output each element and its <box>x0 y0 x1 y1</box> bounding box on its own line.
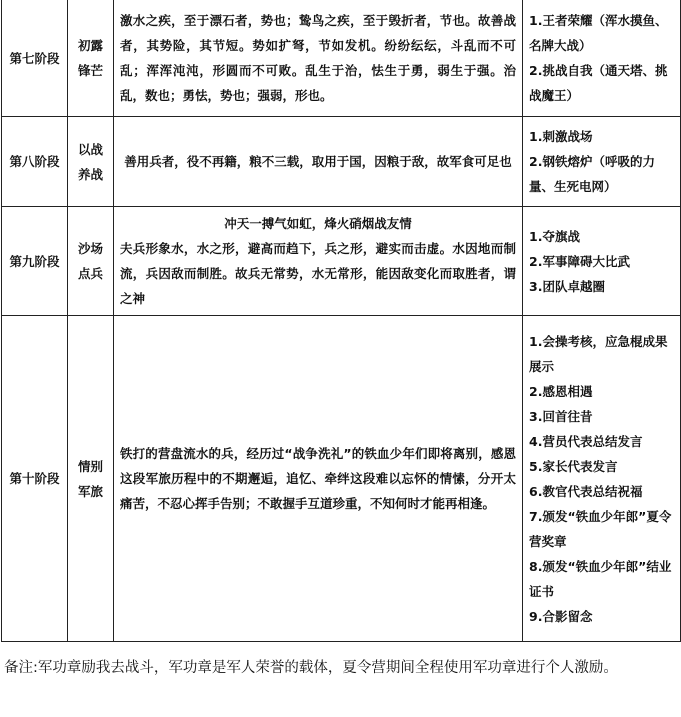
stage-theme: 以战养战 <box>68 117 114 207</box>
stage-theme: 沙场点兵 <box>68 207 114 316</box>
stage-name: 第八阶段 <box>2 117 68 207</box>
activity-list <box>523 117 681 207</box>
activity-item: 1.王者荣耀（浑水摸鱼、名牌大战） <box>529 13 668 53</box>
activity-item: 4.营员代表总结发言 <box>529 433 643 449</box>
stage-table <box>1 0 681 642</box>
stage-description-title: 冲天一搏气如虹，烽火硝烟战友情 <box>224 216 412 231</box>
activity-item: 7.颁发“铁血少年郎”夏令营奖章 <box>529 508 672 549</box>
stage-description: 善用兵者，役不再籍，粮不三载，取用于国，因粮于敌，故军食可足也 <box>114 117 523 207</box>
table-row-stage-10 <box>2 316 681 642</box>
stage-name: 第九阶段 <box>2 207 68 316</box>
table-row-stage-8 <box>2 117 681 207</box>
stage-theme: 情别军旅 <box>68 316 114 642</box>
activity-item: 9.合影留念 <box>529 608 593 624</box>
activity-list <box>523 316 681 642</box>
stage-description <box>114 207 523 316</box>
stage-name: 第十阶段 <box>2 316 68 642</box>
stage-theme: 初露锋芒 <box>68 0 114 117</box>
activity-item: 1.会操考核，应急棍成果展示 <box>529 333 668 374</box>
activity-item: 8.颁发“铁血少年郎”结业证书 <box>529 558 672 599</box>
activity-item: 5.家长代表发言 <box>529 458 618 474</box>
table-row-stage-9 <box>2 207 681 316</box>
activity-item: 1.刺激战场 <box>529 129 593 144</box>
activity-item: 1.夺旗战 <box>529 228 580 244</box>
table-row-stage-7 <box>2 0 681 117</box>
activity-item: 2.军事障碍大比武 <box>529 253 630 269</box>
activity-list <box>523 0 681 117</box>
activity-item: 2.钢铁熔炉（呼吸的力量、生死电网） <box>529 154 655 194</box>
activity-item: 2.感恩相遇 <box>529 383 593 399</box>
activity-list <box>523 207 681 316</box>
stage-name: 第七阶段 <box>2 0 68 117</box>
footnote: 备注:军功章励我去战斗，军功章是军人荣誉的载体，夏令营期间全程使用军功章进行个人激励。 <box>4 660 618 676</box>
activity-item: 6.教官代表总结祝福 <box>529 483 643 499</box>
activity-item: 2.挑战自我（通天塔、挑战魔王） <box>529 63 668 103</box>
stage-description: 激水之疾，至于漂石者，势也；鸷鸟之疾，至于毁折者，节也。故善战者，其势险，其节短。势如扩弩，节如发机。纷纷纭纭，斗乱而不可乱；浑浑沌沌，形圆而不可败。乱生于治，怯生于勇，弱生于强。治乱，数也；勇怯，势也；强弱，形也。 <box>114 0 523 117</box>
activity-item: 3.团队卓越圈 <box>529 278 605 294</box>
stage-description: 铁打的营盘流水的兵，经历过“战争洗礼”的铁血少年们即将离别，感恩这段军旅历程中的不期邂逅，追忆、牵绊这段难以忘怀的情愫，分开太痛苦，不忍心挥手告别；不敢握手互道珍重，不知何时才能再相逢。 <box>114 316 523 642</box>
activity-item: 3.回首往昔 <box>529 408 593 424</box>
stage-description-body: 夫兵形象水，水之形，避高而趋下，兵之形，避实而击虚。水因地而制流，兵因敌而制胜。故兵无常势，水无常形，能因敌变化而取胜者，谓之神 <box>120 241 516 306</box>
